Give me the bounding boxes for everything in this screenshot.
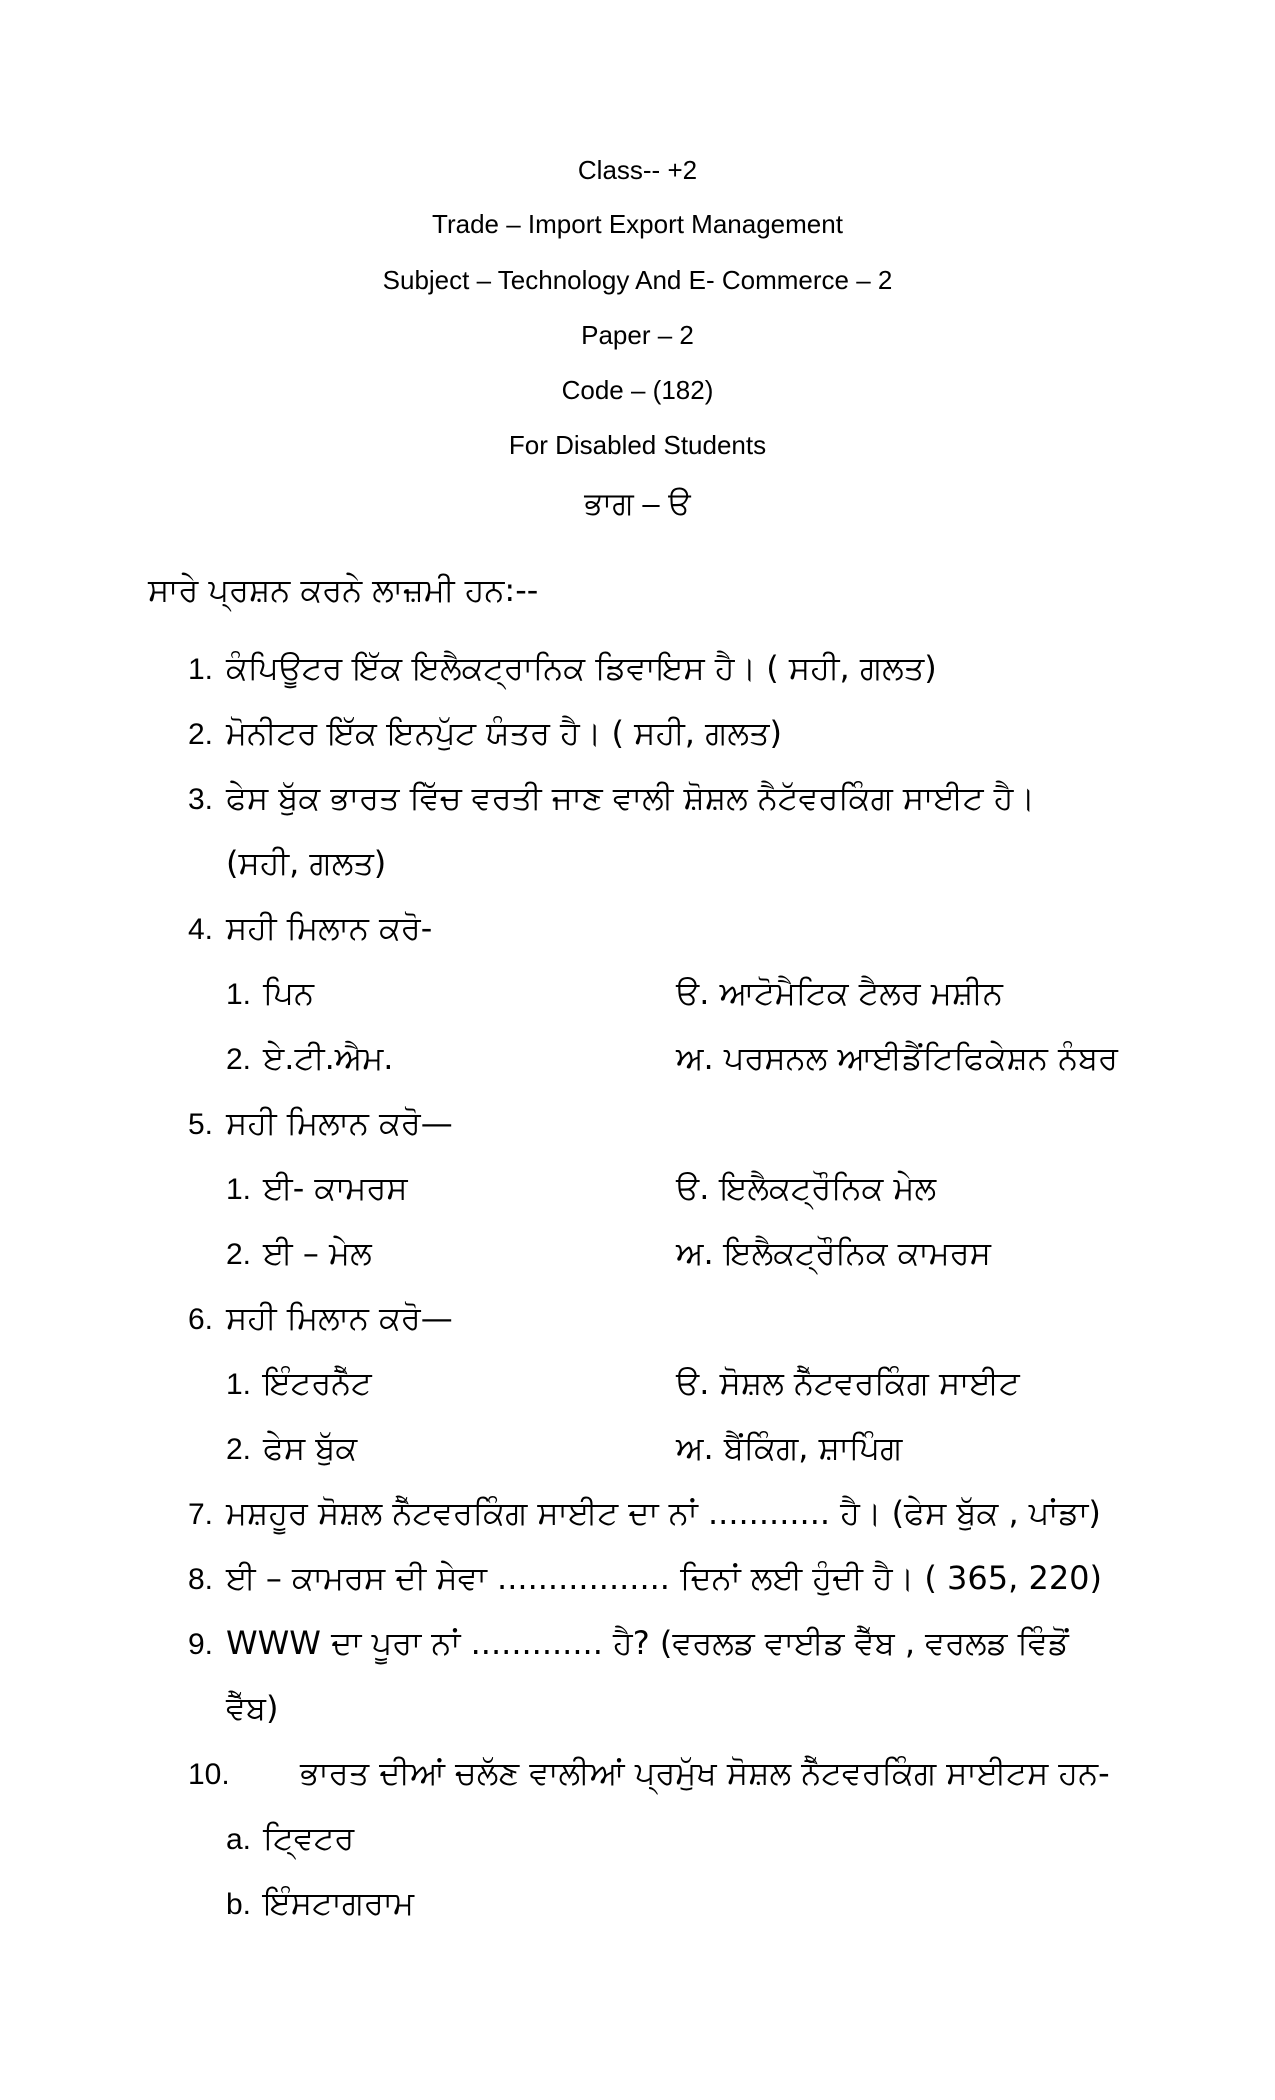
instruction-text: ਸਾਰੇ ਪ੍ਰਸ਼ਨ ਕਰਨੇ ਲਾਜ਼ਮੀ ਹਨ:--	[148, 571, 539, 609]
question-2-text: ਮੋਨੀਟਰ ਇੱਕ ਇਨਪੁੱਟ ਯੰਤਰ ਹੈ। ( ਸਹੀ, ਗਲਤ)	[226, 714, 782, 752]
match-right-item: ਅ. ਪਰਸਨਲ ਆਈਡੈਂਟਿਫਿਕੇਸ਼ਨ ਨੰਬਰ	[676, 1039, 1118, 1077]
question-7-text: ਮਸ਼ਹੂਰ ਸੋਸ਼ਲ ਨੈੱਟਵਰਕਿੰਗ ਸਾਈਟ ਦਾ ਨਾਂ ............ ਹੈ। (ਫੇਸ ਬੁੱਕ , ਪਾਂਡਾ)	[226, 1494, 1101, 1532]
question-3-options: (ਸਹੀ, ਗਲਤ)	[226, 844, 387, 882]
question-4-text: ਸਹੀ ਮਿਲਾਨ ਕਰੋ-	[226, 909, 433, 947]
match-left-number: 1.	[226, 1368, 252, 1401]
question-number: 4.	[188, 913, 214, 946]
match-left-item: ਪਿਨ	[263, 974, 314, 1012]
question-1-text: ਕੰਪਿਊਟਰ ਇੱਕ ਇਲੈਕਟ੍ਰਾਨਿਕ ਡਿਵਾਇਸ ਹੈ। ( ਸਹੀ, ਗਲਤ)	[226, 649, 937, 687]
question-8-text: ਈ – ਕਾਮਰਸ ਦੀ ਸੇਵਾ ................. ਦਿਨਾਂ ਲਈ ਹੁੰਦੀ ਹੈ। ( 365, 220)	[226, 1559, 1103, 1597]
match-left-item: ਫੇਸ ਬੁੱਕ	[263, 1429, 358, 1467]
match-left-number: 2.	[226, 1433, 252, 1466]
question-10-text: ਭਾਰਤ ਦੀਆਂ ਚਲੱਣ ਵਾਲੀਆਂ ਪ੍ਰਮੁੱਖ ਸੋਸ਼ਲ ਨੈੱਟਵਰਕਿੰਗ ਸਾਈਟਸ ਹਨ-	[300, 1754, 1110, 1792]
question-9-continuation: ਵੈੱਬ)	[226, 1689, 279, 1727]
question-9-text: WWW ਦਾ ਪੂਰਾ ਨਾਂ ............. ਹੈ? (ਵਰਲਡ ਵਾਈਡ ਵੈੱਬ , ਵਰਲਡ ਵਿੰਡੋਂ	[226, 1624, 1069, 1662]
question-number: 6.	[188, 1303, 214, 1336]
option-text: ਟ੍ਵਿਟਰ	[263, 1819, 355, 1857]
match-left-item: ਏ.ਟੀ.ਐਮ.	[263, 1039, 394, 1077]
question-number: 10.	[188, 1758, 230, 1791]
match-right-item: ੳ. ਸੋਸ਼ਲ ਨੈੱਟਵਰਕਿੰਗ ਸਾਈਟ	[676, 1364, 1020, 1402]
question-3-text: ਫੇਸ ਬੁੱਕ ਭਾਰਤ ਵਿੱਚ ਵਰਤੀ ਜਾਣ ਵਾਲੀ ਸ਼ੋਸ਼ਲ ਨੈਟੱਵਰਕਿੰਗ ਸਾਈਟ ਹੈ।	[226, 779, 1035, 817]
code-line: Code – (182)	[561, 375, 714, 405]
question-number: 2.	[188, 718, 214, 751]
question-number: 1.	[188, 653, 214, 686]
match-right-item: ੳ. ਇਲੈਕਟ੍ਰੌਨਿਕ ਮੇਲ	[676, 1169, 937, 1207]
match-left-number: 1.	[226, 978, 252, 1011]
match-left-number: 2.	[226, 1238, 252, 1271]
match-right-item: ੳ. ਆਟੋਮੈਟਿਕ ਟੈਲਰ ਮਸ਼ੀਨ	[676, 974, 1003, 1012]
match-left-item: ਈ- ਕਾਮਰਸ	[263, 1169, 408, 1207]
match-left-item: ਈ – ਮੇਲ	[263, 1234, 372, 1272]
option-text: ਇੰਸਟਾਗਰਾਮ	[263, 1884, 415, 1922]
subject-line: Subject – Technology And E- Commerce – 2	[382, 265, 893, 295]
match-left-item: ਇੰਟਰਨੈੱਟ	[263, 1364, 372, 1402]
option-letter: b.	[226, 1888, 252, 1921]
audience-line: For Disabled Students	[508, 430, 767, 460]
section-title: ਭਾਗ – ੳ	[584, 486, 691, 521]
question-5-text: ਸਹੀ ਮਿਲਾਨ ਕਰੋ—	[226, 1104, 453, 1142]
match-left-number: 1.	[226, 1173, 252, 1206]
match-right-item: ਅ. ਇਲੈਕਟ੍ਰੌਨਿਕ ਕਾਮਰਸ	[676, 1234, 991, 1272]
question-number: 3.	[188, 783, 214, 816]
question-number: 5.	[188, 1108, 214, 1141]
match-left-number: 2.	[226, 1043, 252, 1076]
option-letter: a.	[226, 1823, 252, 1856]
trade-line: Trade – Import Export Management	[432, 209, 843, 239]
question-6-text: ਸਹੀ ਮਿਲਾਨ ਕਰੋ—	[226, 1299, 453, 1337]
question-number: 7.	[188, 1498, 214, 1531]
class-line: Class-- +2	[577, 155, 698, 185]
match-right-item: ਅ. ਬੈਂਕਿੰਗ, ਸ਼ਾਪਿੰਗ	[676, 1429, 903, 1467]
paper-line: Paper – 2	[581, 320, 694, 350]
question-number: 9.	[188, 1628, 214, 1661]
question-number: 8.	[188, 1563, 214, 1596]
